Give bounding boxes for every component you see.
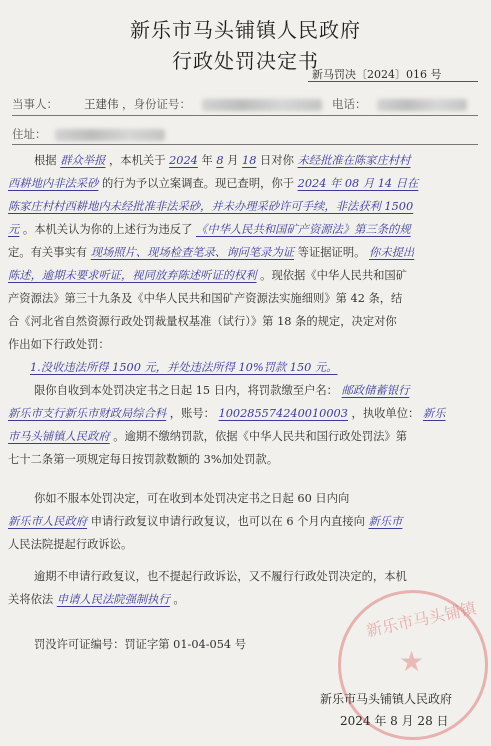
text-run: 等证据证明。 [297,246,366,259]
phone-label: 电话： [332,97,367,111]
filled-facts: 元 [8,223,20,236]
body-line: 七十二条第一项规定每日按罚款数额的 3%加处罚款。 [8,453,279,466]
seal-text: 新乐市马头铺镇 [364,598,478,641]
body-line [34,152,410,170]
body-line [8,513,402,531]
text-run: 。本机关认为你的上述行为违反了 [22,223,193,236]
body-line: 你如不服本处罚决定，可在收到本处罚决定书之日起 60 日内向 [34,492,350,505]
id-number-label: ，身份证号： [122,97,191,111]
permit-number: 罚没许可证编号：罚证字第 01-04-054 号 [34,638,246,651]
filled-collector: 新乐 [422,407,446,420]
text-run: 年 [201,154,213,167]
filled-bank: 新乐市支行新乐市财政局综合科 [8,407,167,420]
filled-violation: 未经批准在陈家庄村村 [297,154,411,167]
signing-date: 2024 年 8 月 28 日 [340,714,449,728]
address-label: 住址： [12,127,47,141]
penalty-item [30,359,338,377]
filled-violation: 西耕地内非法采砂 [8,177,99,190]
text-run: 。现依据《中华人民共和国矿 [260,269,408,282]
signing-authority: 新乐市马头铺镇人民政府 [320,692,453,706]
text-run: 限你自收到本处罚决定书之日起 15 日内，将罚款缴至户名： [34,384,338,397]
body-line [8,175,418,193]
filled-review-agency: 新乐市人民政府 [8,515,88,528]
text-run: ，执收单位： [351,407,420,420]
filled-statement: 陈述，逾期未要求听证，视同放弃陈述听证的权利 [8,269,257,282]
body-line [8,198,413,216]
document-title-authority: 新乐市马头铺镇人民政府 [130,18,361,42]
seal-star-icon: ★ [399,645,425,678]
body-line [8,244,414,262]
party-name: 王建伟 [84,97,119,111]
filled-day: 18 [242,154,257,167]
redacted-address [55,129,165,141]
filled-source: 群众举报 [60,154,106,167]
body-line: 人民法院提起行政诉讼。 [8,538,133,551]
filled-penalty: 1.没收违法所得 1500 元，并处违法所得 10%罚款 150 元。 [30,361,338,374]
party-line [12,96,477,114]
body-line: 产资源法》第三十九条及《中华人民共和国矿产资源法实施细则》第 42 条，结 [8,292,403,305]
filled-collector: 市马头铺镇人民政府 [8,430,110,443]
text-run: ，账号： [169,407,215,420]
text-run: 。 [173,593,185,606]
filled-enforcement: 申请人民法院强制执行 [56,593,170,606]
text-run: 的行为予以立案调查。现已查明，你于 [101,177,295,190]
party-underline [12,115,478,116]
filled-court: 新乐市 [368,515,403,528]
filled-facts: 陈家庄村村西耕地内未经批准非法采砂，并未办理采砂许可手续，非法获利 1500 [8,200,414,213]
body-line [8,591,185,609]
body-line [8,428,407,446]
text-run: 月 [227,154,239,167]
redacted-id-number [202,99,322,111]
address-underline [12,144,478,145]
document-title-type: 行政处罚决定书 [172,49,319,73]
body-line: 作出如下行政处罚： [8,338,110,351]
text-run: 定。有关事实有 [8,246,88,259]
address-line [12,126,47,142]
filled-law: 《中华人民共和国矿产资源法》第三条的规 [195,223,411,236]
document-number: 新马罚决〔2024〕016 号 [312,68,442,81]
document-number-underline [308,81,478,82]
filled-year: 2024 [169,154,198,167]
filled-date: 2024 年 08 月 14 日在 [297,177,419,190]
text-run: 申请行政复议申请行政复议，也可以在 6 个月内直接向 [90,515,365,528]
filled-statement: 你未提出 [369,246,415,259]
text-run: 。逾期不缴纳罚款，依据《中华人民共和国行政处罚法》第 [113,430,408,443]
party-label: 当事人： [12,97,58,111]
text-run: 日对你 [260,154,294,167]
redacted-phone-number [377,99,467,111]
body-line: 合《河北省自然资源行政处罚裁量权基准（试行）》第 18 条的规定，决定对你 [8,315,397,328]
text-run: 根据 [34,154,57,167]
text-run: ，本机关于 [109,154,166,167]
filled-evidence: 现场照片、现场检查笔录、询问笔录为证 [90,246,295,259]
filled-bank: 邮政储蓄银行 [341,384,410,397]
body-line: 逾期不申请行政复议，也不提起行政诉讼，又不履行行政处罚决定的，本机 [34,570,407,583]
filled-account-number: 100285574240010003 [218,407,348,420]
text-run: 关将依法 [8,593,54,606]
body-line [8,221,411,239]
body-line [8,405,446,423]
filled-month: 8 [216,154,224,167]
body-line [34,382,409,400]
body-line [8,267,407,285]
